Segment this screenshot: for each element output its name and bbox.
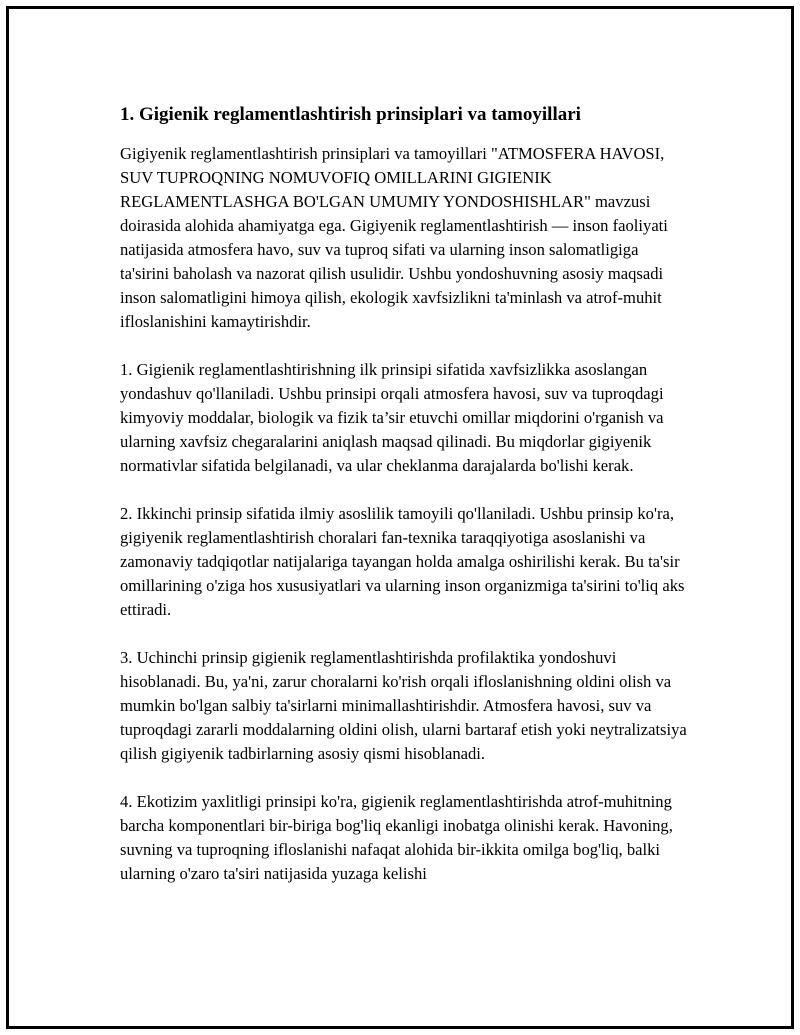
principle-2-paragraph: 2. Ikkinchi prinsip sifatida ilmiy asoslilik tamoyili qo'llaniladi. Ushbu prinsip ko'ra, gigiyenik reglamentlashtirish choralari fan-texnika taraqqiyotiga asoslanishi va zamonaviy tadqiqotlar natijalariga tayangan holda amalga oshirilishi kerak. Bu ta'sir omillarining o'ziga hos xususiyatlari va ularning inson organizmiga ta'sirini to'liq aks ettiradi. [120,504,685,619]
principle-3-paragraph: 3. Uchinchi prinsip gigienik reglamentlashtirishda profilaktika yondoshuvi hisoblanadi. Bu, ya'ni, zarur choralarni ko'rish orqali ifloslanishning oldini olish va mumkin bo'lgan salbiy ta'sirlarni minimallashtirishdir. Atmosfera havosi, suv va tuproqdagi zararli moddalarning oldini olish, ularni bartaraf etish yoki neytralizatsiya qilish gigiyenik tadbirlarning asosiy qismi hisoblanadi. [120,648,687,763]
document-body [120,100,688,910]
principle-1-paragraph: 1. Gigienik reglamentlashtirishning ilk prinsipi sifatida xavfsizlikka asoslangan yondashuv qo'llaniladi. Ushbu prinsipi orqali atmosfera havosi, suv va tuproqdagi kimyoviy moddalar, biologik va fizik ta’sir etuvchi omillar miqdorini o'rganish va ularning xavfsiz chegaralarini aniqlash maqsad qilinadi. Bu miqdorlar gigiyenik normativlar sifatida belgilanadi, va ular cheklanma darajalarda bo'lishi kerak. [120,360,664,475]
page-frame [6,6,794,1029]
principle-4-paragraph: 4. Ekotizim yaxlitligi prinsipi ko'ra, gigienik reglamentlashtirishda atrof-muhitning barcha komponentlari bir-biriga bog'liq ekanligi inobatga olinishi kerak. Havoning, suvning va tuproqning ifloslanishi nafaqat alohida bir-ikkita omilga bog'liq, balki ularning o'zaro ta'siri natijasida yuzaga kelishi [120,792,673,883]
intro-paragraph: Gigiyenik reglamentlashtirish prinsiplari va tamoyillari "ATMOSFERA HAVOSI, SUV TUPROQNING NOMUVOFIQ OMILLARINI GIGIENIK REGLAMENTLASHGA BO'LGAN UMUMIY YONDOSHISHLAR" mavzusi doirasida alohida ahamiyatga ega. Gigiyenik reglamentlashtirish — inson faoliyati natijasida atmosfera havo, suv va tuproq sifati va ularning inson salomatligiga ta'sirini baholash va nazorat qilish usulidir. Ushbu yondoshuvning asosiy maqsadi inson salomatligini himoya qilish, ekologik xavfsizlikni ta'minlash va atrof-muhit ifloslanishini kamaytirishdir. [120,144,668,331]
document-title: 1. Gigienik reglamentlashtirish prinsiplari va tamoyillari [120,104,581,125]
